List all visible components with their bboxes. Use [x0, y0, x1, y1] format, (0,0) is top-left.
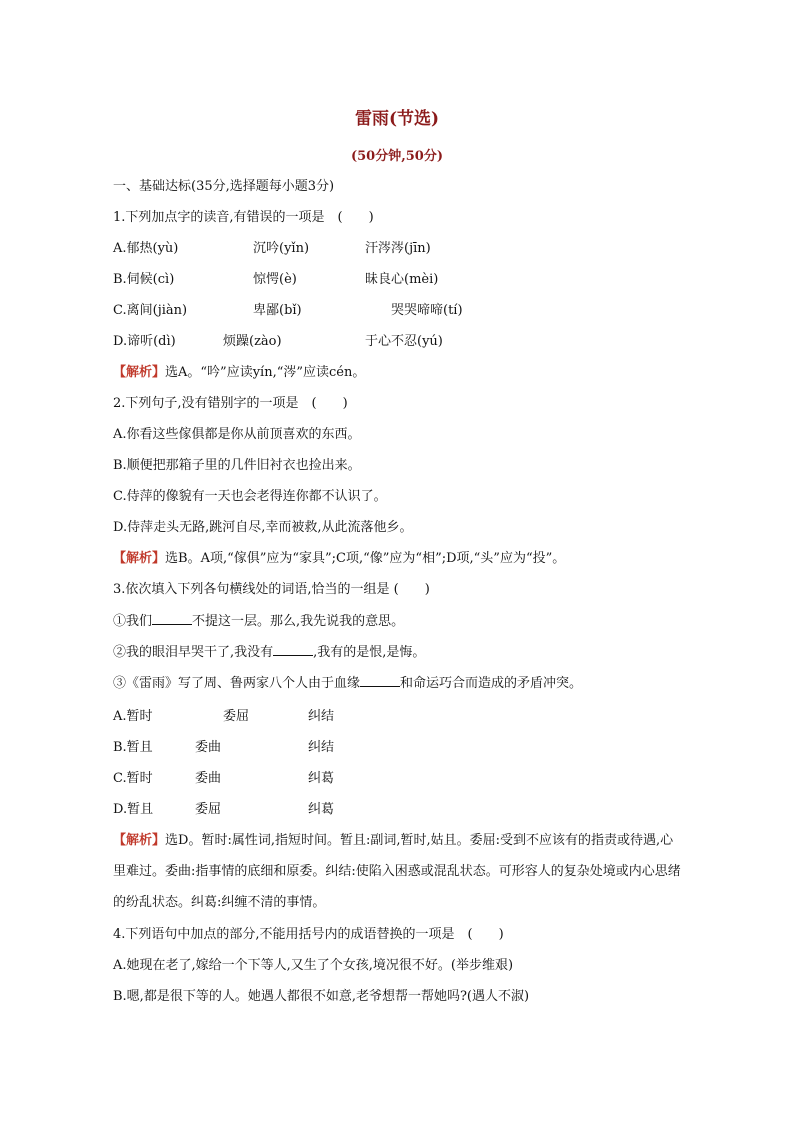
analysis-tag: 【解析】 — [113, 551, 166, 566]
page-subtitle: (50分钟,50分) — [350, 149, 443, 164]
question-4-stem: 4.下列语句中加点的部分,不能用括号内的成语替换的一项是 ( ) — [113, 927, 504, 942]
analysis-tag: 【解析】 — [113, 365, 166, 380]
question-3-analysis: 【解析】选D。暂时:属性词,指短时间。暂且:副词,暂时,姑且。委屈:受到不应该有的指责或待遇,心里难过。委曲:指事情的底细和原委。纠结:使陷入困惑或混乱状态。可形容人的复杂处境或内心思绪的纷乱状态。纠葛:纠缠不清的事情。 — [113, 833, 681, 910]
section-heading: 一、基础达标(35分,选择题每小题3分) — [113, 179, 335, 194]
question-2-option-a: A.你看这些傢俱都是你从前顶喜欢的东西。 — [113, 427, 361, 442]
fill-blank — [360, 674, 400, 687]
question-2-option-d: D.侍萍走头无路,跳河自尽,幸而被救,从此流落他乡。 — [113, 520, 413, 535]
question-2-option-b: B.顺便把那箱子里的几件旧衬衣也捡出来。 — [113, 458, 361, 473]
analysis-tag: 【解析】 — [113, 833, 166, 848]
question-3-sentence-2: ②我的眼泪早哭干了,我没有 ,我有的是恨,是悔。 — [113, 645, 426, 660]
fill-blank — [273, 643, 313, 656]
fill-blank — [152, 612, 192, 625]
question-3-sentence-3: ③《雷雨》写了周、鲁两家八个人由于血缘 和命运巧合而造成的矛盾冲突。 — [113, 676, 583, 691]
question-2-option-c: C.侍萍的像貌有一天也会老得连你都不认识了。 — [113, 489, 387, 504]
question-1-analysis: 【解析】选A。“吟”应读yín,“涔”应读cén。 — [113, 365, 366, 380]
question-4-option-b: B.嗯,都是很下等的人。她遇人都很不如意,老爷想帮一帮她吗?(遇人不淑) — [113, 989, 530, 1004]
question-4-option-a: A.她现在老了,嫁给一个下等人,又生了个女孩,境况很不好。(举步维艰) — [113, 958, 514, 973]
question-2-analysis: 【解析】选B。A项,“傢俱”应为“家具”;C项,“像”应为“相”;D项,“头”应为“投”。 — [113, 551, 566, 566]
page-title: 雷雨(节选) — [354, 109, 440, 129]
question-2-stem: 2.下列句子,没有错别字的一项是 ( ) — [113, 396, 348, 411]
question-3-stem: 3.依次填入下列各句横线处的词语,恰当的一组是 ( ) — [113, 582, 430, 597]
question-1-stem: 1.下列加点字的读音,有错误的一项是 ( ) — [113, 210, 374, 225]
document-page: 雷雨(节选) (50分钟,50分) 一、基础达标(35分,选择题每小题3分) 1.下列加点字的读音,有错误的一项是 ( ) A.郁热(yù) 沉吟(yǐn) 汗涔涔(jīn) B.伺候(cì) 惊愕(è) 昧良心(mèi) C.离间(jiàn) 卑鄙(bǐ) 哭哭啼啼(tí) D.谛听(dì) 烦躁(zào) 于心不忍(yú) 【解析】选A。“吟”应读yín,“涔”应读cén。 2.下列句子,没有错别字的一项是 ( ) A.你看这些傢俱都是你从前顶喜欢的东西。 B.顺便把那箱子里的几件旧衬衣也捡出来。 C.侍萍的像貌有一天也会老得连你都不认识了。 D.侍萍走头无路,跳河自尽,幸而被救,从此流落他乡。 【解析】选B。A项,“傢俱”应为“家具”;C项,“像”应为“相”;D项,“头”应为“投”。 3.依次填入下列各句横线处的词语,恰当的一组是 ( ) ①我们 不提这一层。那么,我先说我的意思。 ②我的眼泪早哭干了,我没有 ,我有的是恨,是悔。 ③《雷雨》写了周、鲁两家八个人由于血缘 和命运巧合而造成的矛盾冲突。 A.暂时 委屈 纠结 B.暂且 委曲 纠结 C.暂时 委曲 纠葛 D.暂且 委屈 纠葛 【解析】选D。暂时:属性词,指短时间。暂且:副词,暂时,姑且。委屈:受到不应该有的指责或待遇,心里难过。委曲:指事情的底细和原委。纠结:使陷入困惑或混乱状态。可形容人的复杂处境或内心思绪的纷乱状态。纠葛:纠缠不清的事情。 4.下列语句中加点的部分,不能用括号内的成语替换的一项是 ( ) A.她现在老了,嫁给一个下等人,又生了个女孩,境况很不好。(举步维艰) B.嗯,都是很下等的人。她遇人都很不如意,老爷想帮一帮她吗?(遇人不淑) — [0, 0, 794, 1123]
question-3-sentence-1: ①我们 不提这一层。那么,我先说我的意思。 — [113, 614, 405, 629]
